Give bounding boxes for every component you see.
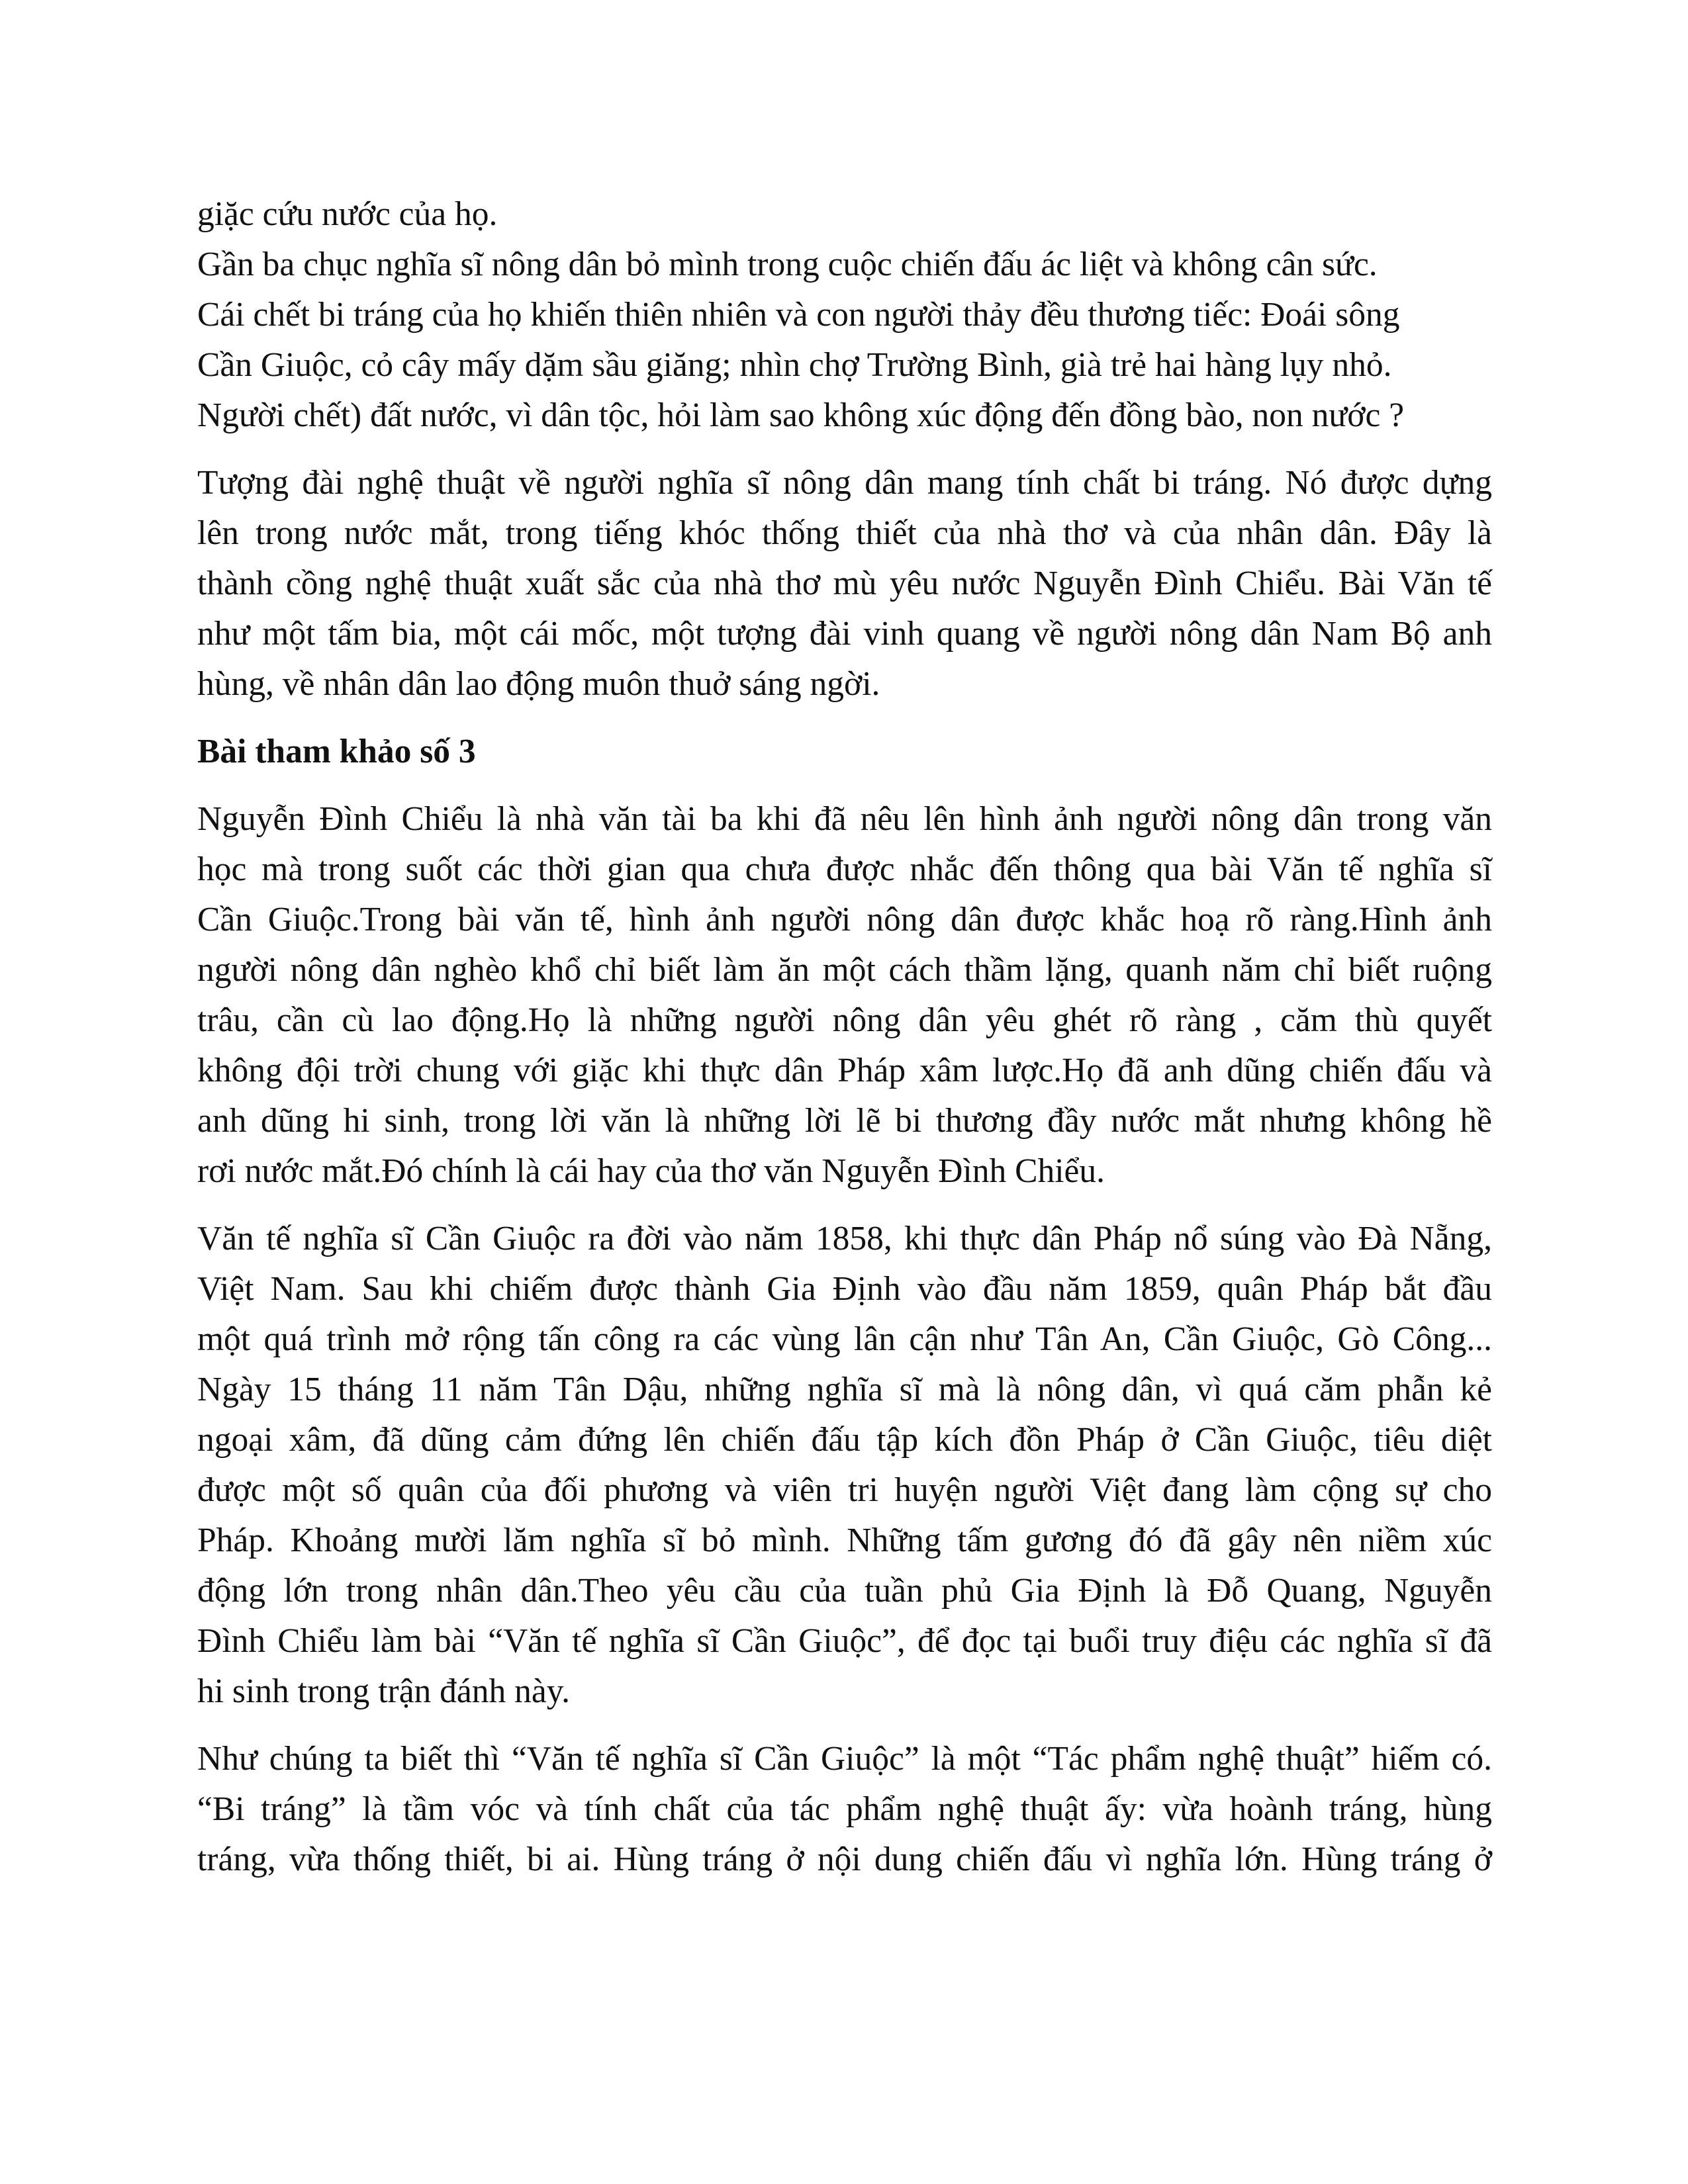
text-line: Pháp. Khoảng mười lăm nghĩa sĩ bỏ mình. Những tấm gương đó đã gây nên niềm xúc	[197, 1522, 1492, 1559]
paragraph-4	[197, 1214, 1492, 1717]
text-line: Cần Giuộc, cỏ cây mấy dặm sầu giăng; nhìn chợ Trường Bình, già trẻ hai hàng lụy nhỏ.	[197, 346, 1392, 384]
text-line: người nông dân nghèo khổ chỉ biết làm ăn một cách thầm lặng, quanh năm chỉ biết ruộng	[197, 951, 1492, 989]
paragraph-3	[197, 794, 1492, 1197]
text-line: ngoại xâm, đã dũng cảm đứng lên chiến đấu tập kích đồn Pháp ở Cần Giuộc, tiêu diệt	[197, 1421, 1492, 1459]
text-line: anh dũng hi sinh, trong lời văn là những lời lẽ bi thương đầy nước mắt nhưng không hề	[197, 1102, 1492, 1140]
text-line: hi sinh trong trận đánh này.	[197, 1672, 571, 1710]
text-line: động lớn trong nhân dân.Theo yêu cầu của tuần phủ Gia Định là Đỗ Quang, Nguyễn	[197, 1572, 1492, 1610]
text-line: Người chết) đất nước, vì dân tộc, hỏi làm sao không xúc động đến đồng bào, non nước ?	[197, 396, 1405, 434]
text-line: Cần Giuộc.Trong bài văn tế, hình ảnh người nông dân được khắc hoạ rõ ràng.Hình ảnh	[197, 901, 1492, 938]
document-page	[197, 189, 1492, 1902]
text-line: không đội trời chung với giặc khi thực dân Pháp xâm lược.Họ đã anh dũng chiến đấu và	[197, 1052, 1492, 1089]
paragraph-5	[197, 1734, 1492, 1885]
section-heading	[197, 727, 1492, 777]
text-line: thành cồng nghệ thuật xuất sắc của nhà thơ mù yêu nước Nguyễn Đình Chiểu. Bài Văn tế	[197, 565, 1492, 602]
text-line: Ngày 15 tháng 11 năm Tân Dậu, những nghĩa sĩ mà là nông dân, vì quá căm phẫn kẻ	[197, 1371, 1492, 1408]
text-line: tráng, vừa thống thiết, bi ai. Hùng tráng ở nội dung chiến đấu vì nghĩa lớn. Hùng tráng ở	[197, 1841, 1492, 1878]
paragraph-1	[197, 189, 1492, 441]
text-line: giặc cứu nước của họ.	[197, 195, 498, 233]
heading-text: Bài tham khảo số 3	[197, 733, 476, 770]
text-line: Văn tế nghĩa sĩ Cần Giuộc ra đời vào năm 1858, khi thực dân Pháp nổ súng vào Đà Nẵng,	[197, 1220, 1492, 1257]
text-line: “Bi tráng” là tầm vóc và tính chất của tác phẩm nghệ thuật ấy: vừa hoành tráng, hùng	[197, 1790, 1492, 1828]
text-line: hùng, về nhân dân lao động muôn thuở sáng ngời.	[197, 665, 880, 703]
text-line: Cái chết bi tráng của họ khiến thiên nhiên và con người thảy đều thương tiếc: Đoái sông	[197, 296, 1400, 334]
text-line: Đình Chiểu làm bài “Văn tế nghĩa sĩ Cần Giuộc”, để đọc tại buổi truy điệu các nghĩa sĩ đã	[197, 1622, 1492, 1660]
text-line: như một tấm bia, một cái mốc, một tượng đài vinh quang về người nông dân Nam Bộ anh	[197, 615, 1492, 653]
text-line: rơi nước mắt.Đó chính là cái hay của thơ văn Nguyễn Đình Chiểu.	[197, 1152, 1105, 1190]
text-line: được một số quân của đối phương và viên tri huyện người Việt đang làm cộng sự cho	[197, 1471, 1492, 1509]
text-line: Nguyễn Đình Chiểu là nhà văn tài ba khi đã nêu lên hình ảnh người nông dân trong văn	[197, 800, 1492, 838]
text-line: học mà trong suốt các thời gian qua chưa được nhắc đến thông qua bài Văn tế nghĩa sĩ	[197, 850, 1492, 888]
text-line: trâu, cần cù lao động.Họ là những người nông dân yêu ghét rõ ràng , căm thù quyết	[197, 1001, 1492, 1039]
text-line: lên trong nước mắt, trong tiếng khóc thống thiết của nhà thơ và của nhân dân. Đây là	[197, 514, 1492, 552]
text-line: một quá trình mở rộng tấn công ra các vùng lân cận như Tân An, Cần Giuộc, Gò Công...	[197, 1320, 1492, 1358]
text-line: Như chúng ta biết thì “Văn tế nghĩa sĩ Cần Giuộc” là một “Tác phẩm nghệ thuật” hiếm có.	[197, 1740, 1492, 1778]
text-line: Tượng đài nghệ thuật về người nghĩa sĩ nông dân mang tính chất bi tráng. Nó được dựng	[197, 464, 1492, 502]
paragraph-2	[197, 458, 1492, 709]
text-line: Việt Nam. Sau khi chiếm được thành Gia Định vào đầu năm 1859, quân Pháp bắt đầu	[197, 1270, 1492, 1308]
text-line: Gần ba chục nghĩa sĩ nông dân bỏ mình trong cuộc chiến đấu ác liệt và không cân sức.	[197, 246, 1378, 283]
